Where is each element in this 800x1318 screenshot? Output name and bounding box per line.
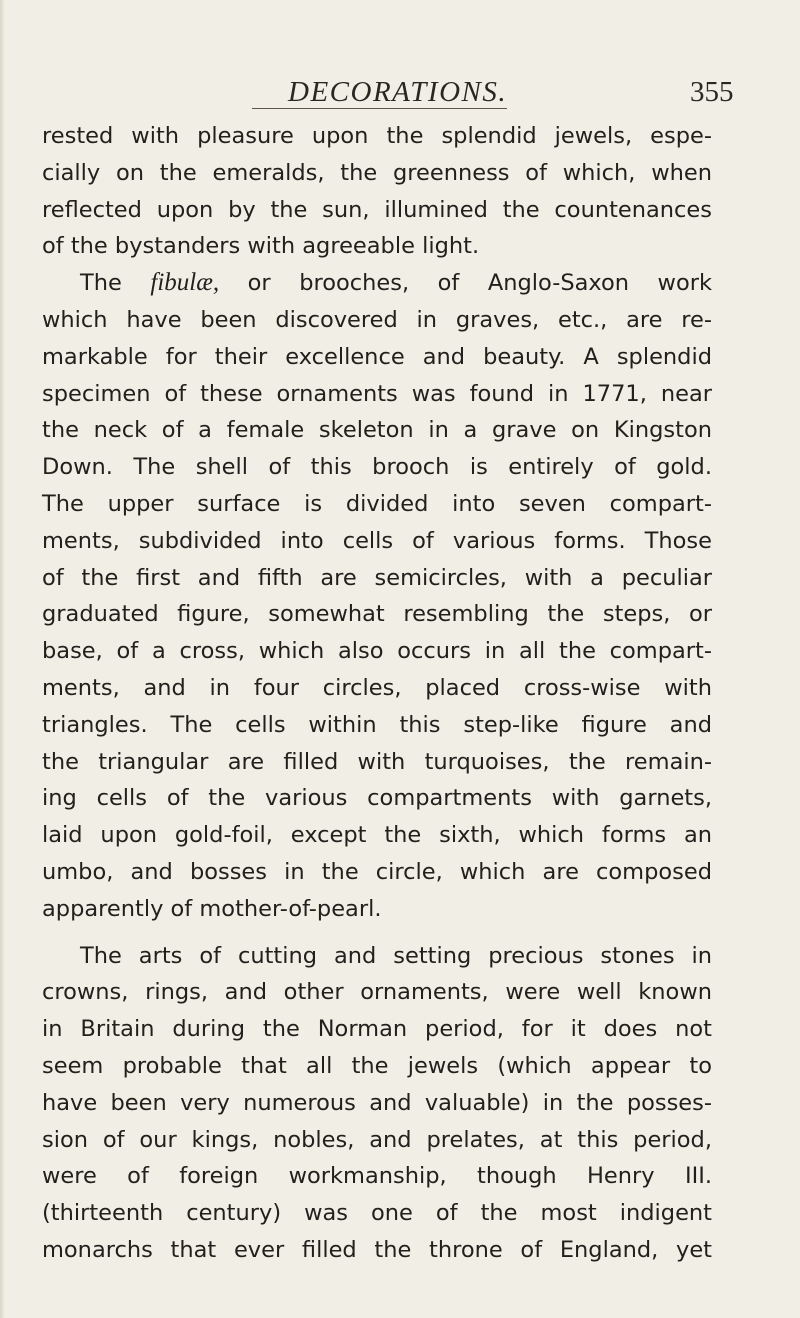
running-head-rule — [252, 108, 507, 109]
text-line: were of foreign workmanship, though Henry III. — [42, 1163, 712, 1190]
text-line: (thirteenth century) was one of the most indigent — [42, 1200, 712, 1227]
paragraph-gap — [42, 928, 712, 938]
fibulae-term: fibulæ, — [150, 269, 220, 297]
paragraph-2 — [42, 265, 712, 927]
text-line: reflected upon by the sun, illumined the countenances — [42, 196, 712, 223]
text-line: Down. The shell of this brooch is entirely of gold. — [42, 454, 712, 481]
text-line: specimen of these ornaments was found in 1771, near — [42, 380, 712, 407]
paragraph-2-prefix: The — [80, 270, 151, 297]
text-line: the neck of a female skeleton in a grave on Kingston — [42, 417, 712, 444]
text-line: umbo, and bosses in the circle, which are composed — [42, 858, 712, 885]
text-line: markable for their excellence and beauty. A splendid — [42, 343, 712, 370]
paragraph-1 — [42, 118, 712, 265]
text-line: rested with pleasure upon the splendid jewels, espe- — [42, 123, 712, 149]
text-line: ments, and in four circles, placed cross-wise with — [42, 674, 712, 701]
page-gutter-shadow — [0, 0, 5, 1318]
paragraph-3-first-line: The arts of cutting and setting precious stones in — [80, 942, 712, 969]
text-line: in Britain during the Norman period, for it does not — [42, 1016, 712, 1043]
text-line: monarchs that ever filled the throne of England, yet — [42, 1236, 712, 1263]
text-line: apparently of mother-of-pearl. — [42, 895, 382, 922]
paragraph-3 — [42, 938, 712, 1269]
text-line: graduated figure, somewhat resembling the steps, or — [42, 601, 712, 628]
text-line: which have been discovered in graves, etc., are re- — [42, 306, 712, 333]
paragraph-2-first-line-rest: or brooches, of Anglo-Saxon work — [219, 270, 713, 297]
text-line: ments, subdivided into cells of various forms. Those — [42, 527, 712, 554]
body-text — [42, 118, 712, 1269]
text-line: of the first and fifth are semicircles, with a peculiar — [42, 564, 712, 591]
text-line: laid upon gold-foil, except the sixth, which forms an — [42, 822, 712, 849]
text-line: have been very numerous and valuable) in the posses- — [42, 1089, 712, 1116]
text-line: the triangular are filled with turquoises, the remain- — [42, 748, 712, 775]
text-line: crowns, rings, and other ornaments, were well known — [42, 979, 712, 1006]
text-line: The upper surface is divided into seven compart- — [42, 490, 712, 517]
running-head — [0, 66, 800, 106]
text-line: triangles. The cells within this step-like figure and — [42, 711, 712, 738]
text-line: sion of our kings, nobles, and prelates, at this period, — [42, 1126, 712, 1153]
text-line — [42, 265, 712, 302]
text-line: of the bystanders with agreeable light. — [42, 233, 480, 260]
text-line: ing cells of the various compartments with garnets, — [42, 785, 712, 812]
running-head-title: DECORATIONS. — [288, 76, 508, 108]
text-line — [42, 938, 712, 975]
text-line: base, of a cross, which also occurs in all the compart- — [42, 638, 712, 665]
page-number: 355 — [690, 76, 734, 108]
text-line: cially on the emeralds, the greenness of which, when — [42, 159, 712, 186]
text-line: seem probable that all the jewels (which appear to — [42, 1052, 712, 1079]
